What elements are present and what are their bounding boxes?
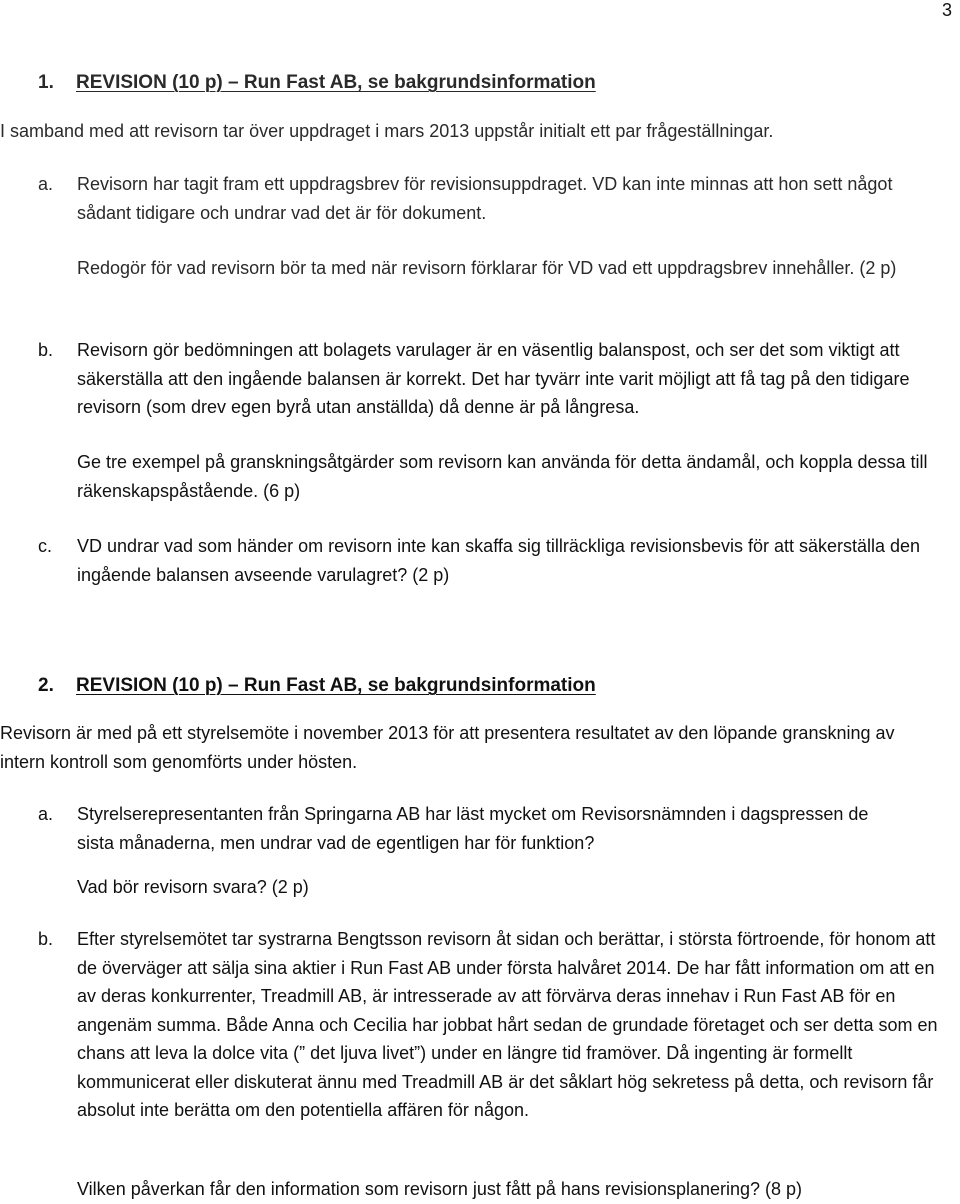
section-2-item-a — [38, 800, 958, 857]
section-2-item-b-question: Vilken påverkan får den information som revisorn just fått på hans revisionsplanering? (8 p) — [77, 1179, 803, 1199]
section-2-title: REVISION (10 p) – Run Fast AB, se bakgrundsinformation — [76, 675, 596, 696]
section-2-item-a-question: Vad bör revisorn svara? (2 p) — [77, 877, 309, 897]
item-marker: c. — [38, 536, 53, 556]
item-marker: b. — [38, 340, 54, 360]
section-1-item-a — [38, 170, 958, 227]
item-marker: a. — [38, 174, 54, 194]
section-2-heading — [38, 674, 596, 698]
section-1-intro: I samband med att revisorn tar över uppdraget i mars 2013 uppstår initialt ett par frågeställningar. — [0, 121, 774, 141]
item-text: Efter styrelsemötet tar systrarna Bengtsson revisorn åt sidan och berättar, i största förtroende, för honom att de överväger att sälja sina aktier i Run Fast AB under första halvåret 2014. De har fått information om att en av deras konkurrenter, Treadmill AB, är intresserade av att förvärva deras innehav i Run Fast AB för en angenäm summa. Både Anna och Cecilia har jobbat hårt sedan de grundade företaget och ser detta som en chans att leva la dolce vita (” det ljuva livet”) under en längre tid framöver. Då ingenting är formellt kommunicerat eller diskuterat ännu med Treadmill AB är det såklart hög sekretess på detta, och revisorn får absolut inte berätta om den potentiella affären för någon. — [77, 929, 938, 1120]
section-1-title: REVISION (10 p) – Run Fast AB, se bakgrundsinformation — [76, 72, 596, 93]
section-1-item-b — [38, 336, 958, 422]
section-1-item-c — [38, 532, 958, 589]
section-1-number: 1. — [38, 72, 54, 93]
section-1-heading — [38, 71, 596, 95]
section-2-number: 2. — [38, 675, 54, 696]
section-2-item-b — [38, 925, 958, 1125]
item-text: VD undrar vad som händer om revisorn inte kan skaffa sig tillräckliga revisionsbevis för att säkerställa den ingående balansen avseende varulagret? (2 p) — [77, 536, 921, 585]
section-1-item-a-question: Redogör för vad revisorn bör ta med när revisorn förklarar för VD vad ett uppdragsbrev innehåller. (2 p) — [77, 258, 897, 278]
page-number: 3 — [941, 0, 952, 20]
item-marker: b. — [38, 929, 54, 949]
item-marker: a. — [38, 804, 54, 824]
section-1-item-b-question: Ge tre exempel på granskningsåtgärder som revisorn kan använda för detta ändamål, och koppla dessa till räkenskapspåstående. (6 p) — [77, 452, 928, 501]
section-2-intro: Revisorn är med på ett styrelsemöte i november 2013 för att presentera resultatet av den löpande granskning av intern kontroll som genomförts under hösten. — [0, 723, 895, 772]
item-text: Revisorn gör bedömningen att bolagets varulager är en väsentlig balanspost, och ser det som viktigt att säkerställa att den ingående balansen är korrekt. Det har tyvärr inte varit möjligt att få tag på den tidigare revisorn (som drev egen byrå utan anställda) då denne är på långresa. — [77, 340, 910, 417]
item-text: Revisorn har tagit fram ett uppdragsbrev för revisionsuppdraget. VD kan inte minnas att hon sett något sådant tidigare och undrar vad det är för dokument. — [77, 174, 893, 223]
item-text: Styrelserepresentanten från Springarna AB har läst mycket om Revisorsnämnden i dagspressen de sista månaderna, men undrar vad de egentligen har för funktion? — [77, 804, 869, 853]
